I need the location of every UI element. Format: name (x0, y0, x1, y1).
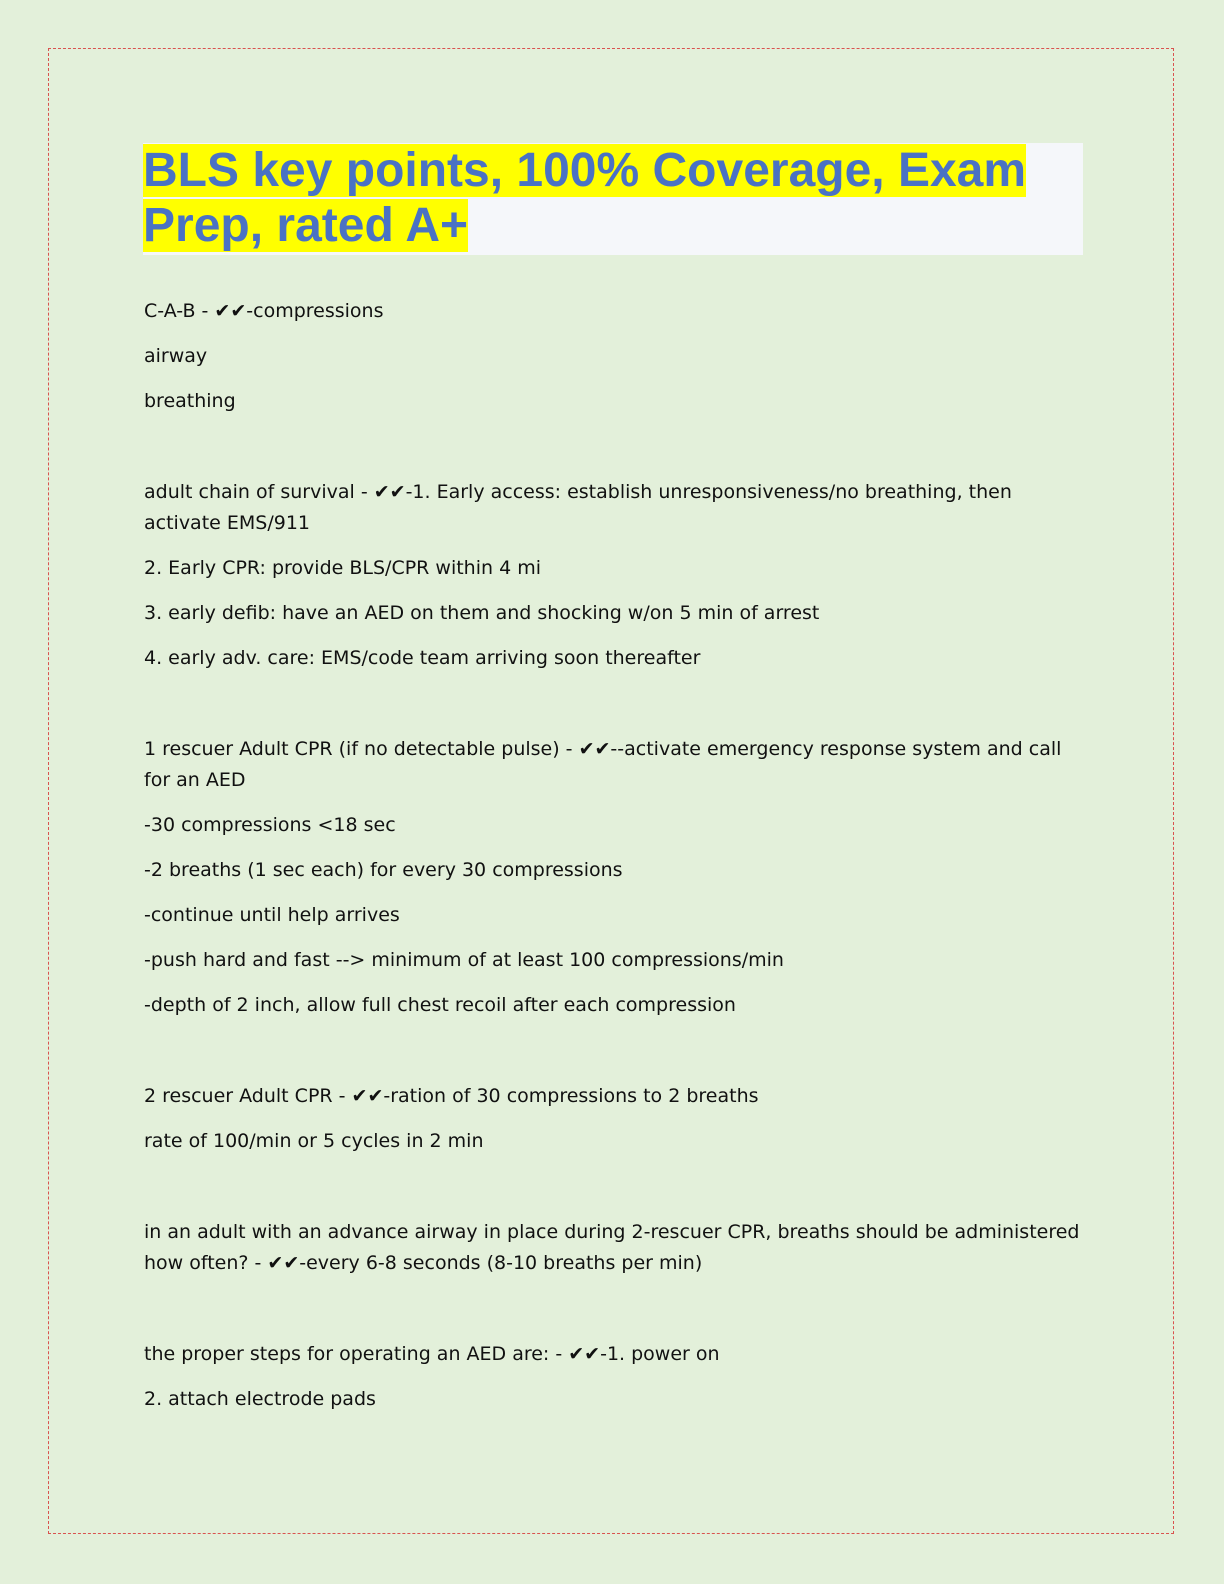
paragraph-gap (144, 1293, 1084, 1339)
paragraph-gap (144, 1035, 1084, 1081)
paragraph-gap (144, 431, 1084, 477)
text-line: -push hard and fast --> minimum of at least 100 compressions/min (144, 949, 784, 971)
text-line: -30 compressions <18 sec (144, 814, 396, 836)
paragraph-gap (144, 688, 1084, 734)
text-line: breathing (144, 390, 236, 412)
text-line: airway (144, 345, 208, 367)
text-line: 2. Early CPR: provide BLS/CPR within 4 mi (144, 557, 541, 579)
text-line: C-A-B - ✔✔-compressions (144, 300, 384, 322)
text-line: -continue until help arrives (144, 904, 400, 926)
document-body (144, 296, 1084, 1429)
text-line: in an adult with an advance airway in place during 2-rescuer CPR, breaths should be administered how often? - ✔✔-every 6-8 seconds (8-10 breaths per min) (144, 1221, 1080, 1274)
text-line: the proper steps for operating an AED are: - ✔✔-1. power on (144, 1343, 720, 1365)
text-line: -2 breaths (1 sec each) for every 30 compressions (144, 859, 623, 881)
text-line: -depth of 2 inch, allow full chest recoil after each compression (144, 994, 736, 1016)
text-line: 2. attach electrode pads (144, 1388, 376, 1410)
title-block (143, 143, 1083, 255)
document-title (143, 143, 1083, 253)
text-line: rate of 100/min or 5 cycles in 2 min (144, 1130, 484, 1152)
title-highlight: BLS key points, 100% Coverage, Exam Prep, rated A+ (143, 144, 1027, 252)
text-line: 3. early defib: have an AED on them and shocking w/on 5 min of arrest (144, 602, 820, 624)
paragraph-gap (144, 1171, 1084, 1217)
text-line: 2 rescuer Adult CPR - ✔✔-ration of 30 compressions to 2 breaths (144, 1085, 759, 1107)
text-line: 4. early adv. care: EMS/code team arriving soon thereafter (144, 647, 701, 669)
text-line: adult chain of survival - ✔✔-1. Early access: establish unresponsiveness/no breathing, then activate EMS/911 (144, 481, 1012, 534)
text-line: 1 rescuer Adult CPR (if no detectable pulse) - ✔✔--activate emergency response system and call for an AED (144, 738, 1062, 791)
